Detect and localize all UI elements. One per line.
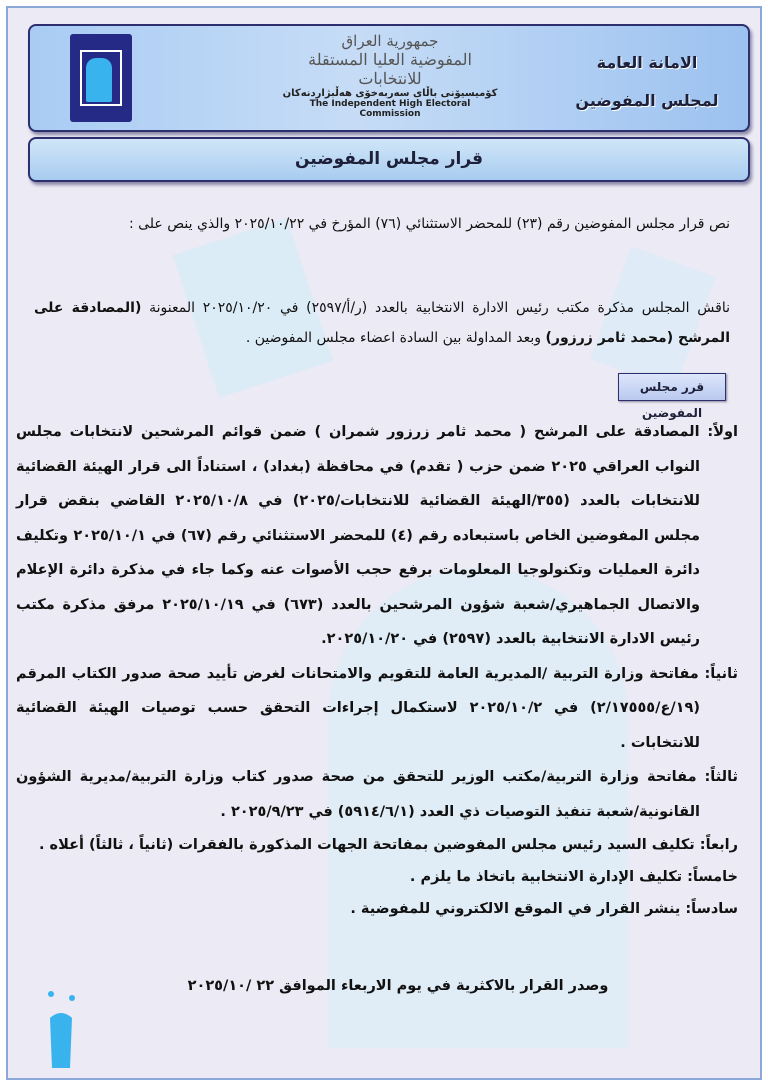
crest-line-2: المفوضية العليا المستقلة للانتخابات	[308, 50, 472, 88]
document-page	[6, 6, 762, 1080]
discussion-text: ناقش المجلس مذكرة مكتب رئيس الادارة الانتخابية بالعدد (ر/أ/٢٥٩٧) في ٢٠٢٥/١٠/٢٠ المعنونة	[149, 300, 730, 316]
decision-item-1: اولاً: المصادقة على المرشح ( محمد ثامر زرزور شمران ) ضمن قوائم المرشحين لانتخابات مجلس النواب العراقي ٢٠٢٥ ضمن حزب ( تقدم) في محافظة (بغداد) ، استناداً الى قرار الهيئة القضائية للانتخابات بالعدد (٣٥٥/الهيئة القضائية للانتخابات/٢٠٢٥) في ٢٠٢٥/١٠/٨ القاضي بنقض قرار مجلس المفوضين الخاص باستبعاده رقم (٤) للمحضر الاستثنائي رقم (٦٧) في ٢٠٢٥/١٠/١ وتكليف دائرة العمليات وتكنولوجيا المعلومات برفع حجب الأصوات عنه وكما جاء في مذكرة دائرة الإعلام والاتصال الجماهيري/شعبة شؤون المرشحين بالعدد (٦٧٣) في ٢٠٢٥/١٠/١٩ مرفق مذكرة مكتب رئيس الادارة الانتخابية بالعدد (٢٥٩٧) في ٢٠٢٥/١٠/٢٠.	[16, 424, 738, 647]
intro-paragraph: نص قرار مجلس المفوضين رقم (٢٣) للمحضر الاستثنائي (٧٦) المؤرخ في ٢٠٢٥/١٠/٢٢ والذي ينص على :	[128, 216, 730, 232]
decision-item-4: رابعاً: تكليف السيد رئيس مجلس المفوضين بمفاتحة الجهات المذكورة بالفقرات (ثانياً ، ثالثاً) أعلاه .	[38, 837, 738, 853]
decision-items	[16, 415, 738, 925]
crest-line-1: جمهورية العراق	[341, 32, 439, 50]
secretariat-title	[572, 44, 722, 120]
secretariat-line-2: لمجلس المفوضين	[575, 91, 719, 110]
page-title: قرار مجلس المفوضين	[28, 137, 750, 182]
crest-kurdish: کۆمیسیۆنی باڵای سەربەخۆی هەڵبژاردنەکان	[282, 88, 498, 99]
decided-badge: قرر مجلس المفوضين	[618, 373, 726, 401]
commission-name-block	[280, 32, 500, 119]
ihec-logo	[70, 34, 132, 122]
discussion-subject: (المصادقة على المرشح (محمد ثامر زرزور)	[34, 300, 730, 346]
secretariat-line-1: الامانة العامة	[596, 53, 698, 72]
issuance-statement: وصدر القرار بالاكثرية في يوم الاربعاء الموافق ٢٢ /٢٠٢٥/١٠	[187, 978, 609, 994]
decision-item-2: ثانياً: مفاتحة وزارة التربية /المديرية العامة للتقويم والامتحانات لغرض تأييد صحة صدور الكتاب المرقم (١٩/ع/٢/١٧٥٥٥) في ٢٠٢٥/١٠/٢ لاستكمال إجراءات التحقق حسب توصيات الهيئة القضائية للانتخابات .	[16, 665, 738, 751]
crest-english: The Independent High Electoral Commission	[309, 99, 471, 119]
decision-item-6: سادساً: ينشر القرار في الموقع الالكتروني للمفوضية .	[350, 901, 738, 917]
decision-item-3: ثالثاً: مفاتحة وزارة التربية/مكتب الوزير للتحقق من صحة صدور كتاب وزارة التربية/مديرية الشؤون القانونية/شعبة تنفيذ التوصيات ذي العدد (٥٩١٤/٦/١) في ٢٠٢٥/٩/٢٣ .	[16, 769, 738, 820]
letterhead	[28, 24, 750, 132]
ihec-logo-small	[46, 988, 76, 1068]
decision-item-5: خامساً: تكليف الإدارة الانتخابية باتخاذ ما يلزم .	[409, 869, 738, 885]
discussion-text-end: وبعد المداولة بين السادة اعضاء مجلس المفوضين .	[245, 330, 542, 346]
discussion-paragraph	[34, 293, 730, 353]
